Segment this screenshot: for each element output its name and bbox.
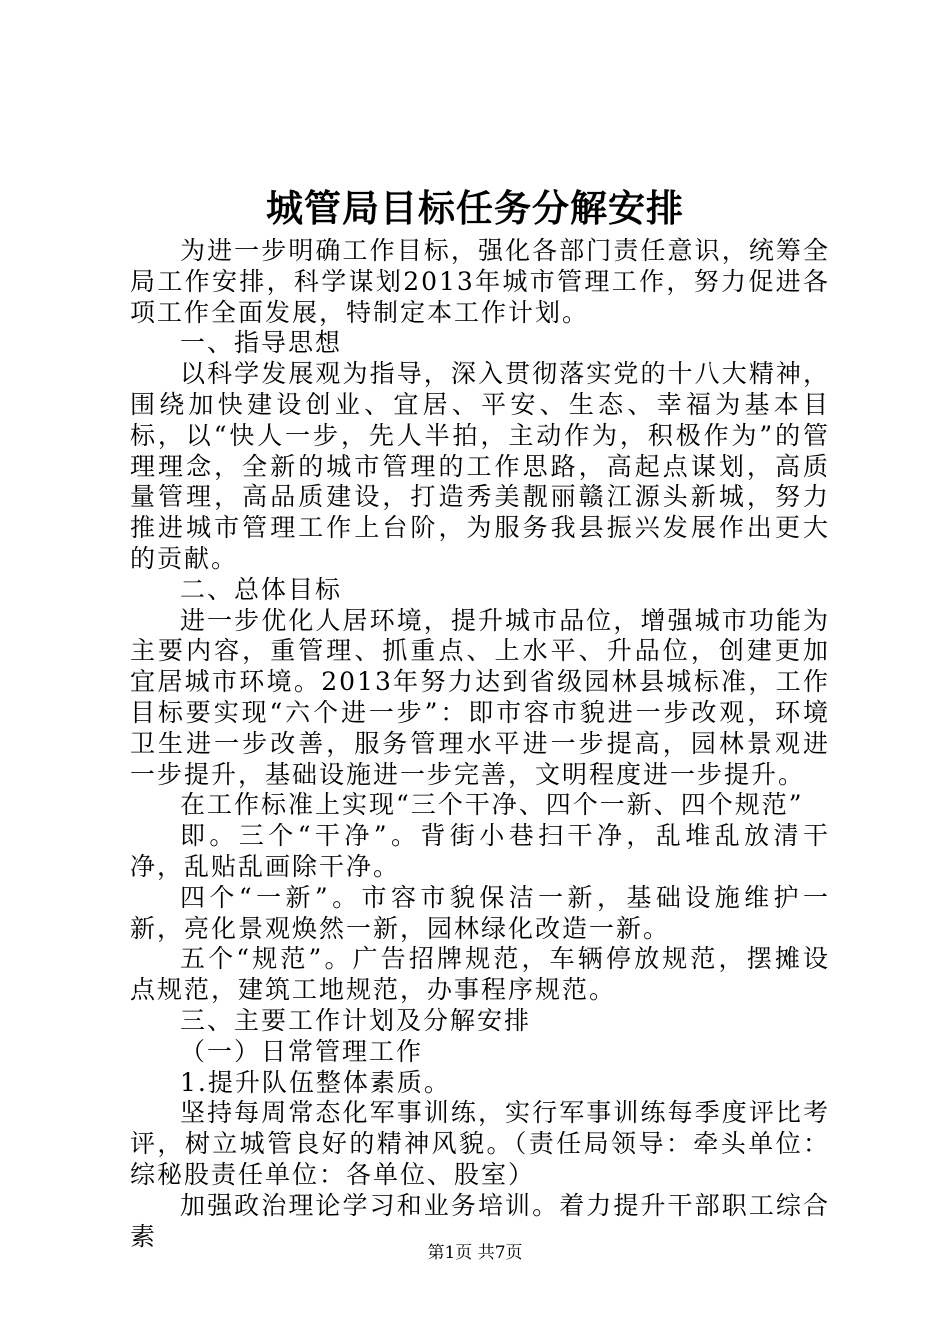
section-heading-overall-goal: 二、总体目标 — [180, 574, 343, 604]
intro-paragraph: 为进一步明确工作目标，强化各部门责任意识，统筹全局工作安排，科学谋划2013年城市管理工作，努力促进各项工作全面发展，特制定本工作计划。 — [130, 236, 830, 327]
political-study-paragraph: 加强政治理论学习和业务培训。着力提升干部职工综合素 — [130, 1190, 830, 1251]
four-new-paragraph: 四个“一新”。市容市貌保洁一新，基础设施维护一新，亮化景观焕然一新，园林绿化改造一新。 — [130, 882, 830, 943]
military-training-paragraph: 坚持每周常态化军事训练，实行军事训练每季度评比考评，树立城管良好的精神风貌。（责任局领导：牵头单位：综秘股责任单位：各单位、股室） — [130, 1098, 830, 1189]
five-standard-paragraph: 五个“规范”。广告招牌规范，车辆停放规范，摆摊设点规范，建筑工地规范，办事程序规范。 — [130, 944, 830, 1005]
section-heading-guiding-thought: 一、指导思想 — [180, 328, 343, 358]
document-title: 城管局目标任务分解安排 — [266, 186, 684, 230]
page-number-footer: 第1页 共7页 — [427, 1243, 523, 1263]
section-heading-main-plan: 三、主要工作计划及分解安排 — [180, 1005, 532, 1035]
item-heading-team-quality: 1.提升队伍整体素质。 — [180, 1067, 451, 1097]
overall-goal-paragraph: 进一步优化人居环境，提升城市品位，增强城市功能为主要内容，重管理、抓重点、上水平、升品位，创建更加宜居城市环境。2013年努力达到省级园林县城标准，工作目标要实现“六个进一步”：即市容市貌进一步改观，环境卫生进一步改善，服务管理水平进一步提高，园林景观进一步提升，基础设施进一步完善，文明程度进一步提升。 — [130, 605, 830, 789]
subsection-heading-daily-management: （一）日常管理工作 — [180, 1036, 424, 1066]
guiding-thought-paragraph: 以科学发展观为指导，深入贯彻落实党的十八大精神，围绕加快建设创业、宜居、平安、生态、幸福为基本目标，以“快人一步，先人半拍，主动作为，积极作为”的管理理念，全新的城市管理的工作思路，高起点谋划，高质量管理，高品质建设，打造秀美靓丽赣江源头新城，努力推进城市管理工作上台阶，为服务我县振兴发展作出更大的贡献。 — [130, 359, 830, 573]
standards-paragraph: 在工作标准上实现“三个干净、四个一新、四个规范” — [180, 790, 804, 820]
document-body — [130, 236, 830, 1252]
three-clean-paragraph: 即。三个“干净”。背街小巷扫干净，乱堆乱放清干净，乱贴乱画除干净。 — [130, 821, 830, 881]
